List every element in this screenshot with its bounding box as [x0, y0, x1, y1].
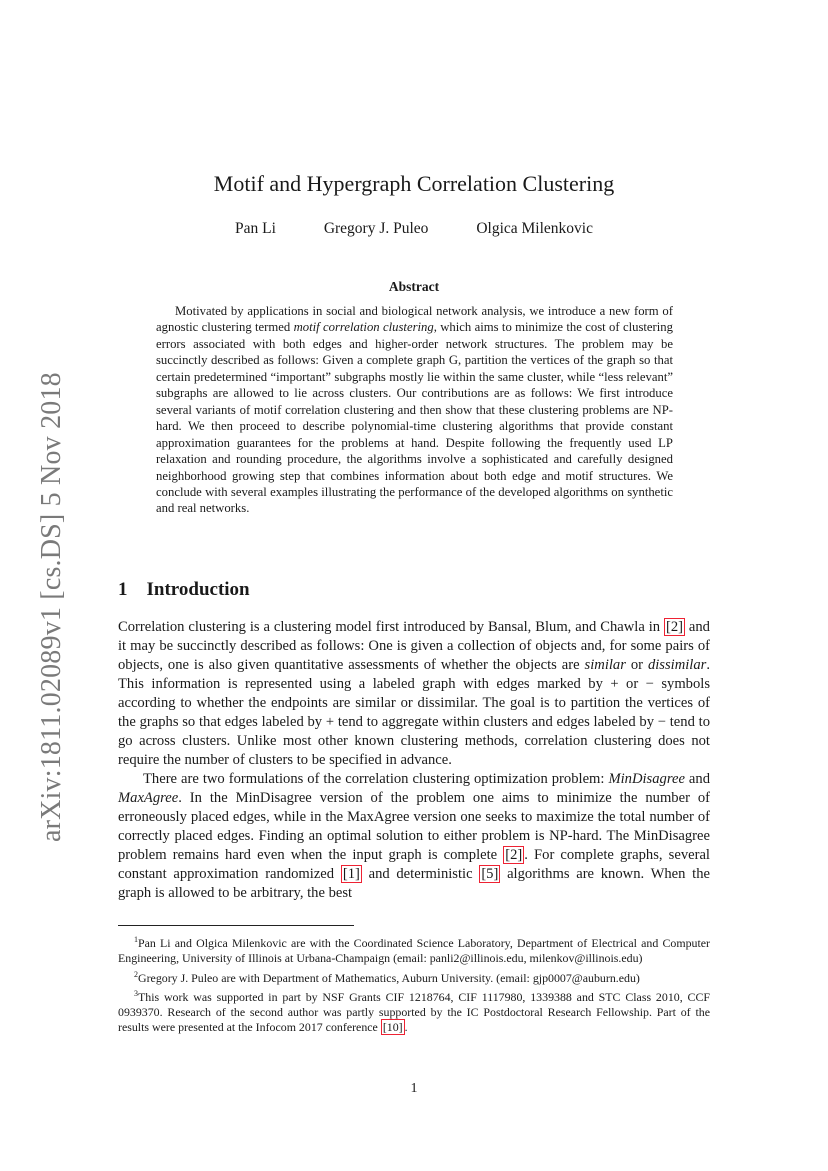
footnote-divider: [118, 925, 354, 926]
footnotes: [118, 932, 710, 1036]
paper-title: Motif and Hypergraph Correlation Clustering: [213, 171, 615, 196]
arxiv-identifier: arXiv:1811.02089v1 [cs.DS] 5 Nov 2018: [36, 372, 67, 842]
citation-link[interactable]: [1]: [342, 866, 360, 882]
citation-link[interactable]: [2]: [505, 847, 523, 863]
body-text: [118, 618, 710, 903]
abstract-heading: Abstract: [388, 279, 440, 294]
section-title: Introduction: [146, 579, 250, 600]
citation-link[interactable]: [10]: [382, 1020, 403, 1035]
section-number: 1: [118, 579, 128, 600]
author-name: Gregory J. Puleo: [323, 220, 429, 237]
author-name: Pan Li: [235, 220, 276, 237]
footnote: $^2$Gregory J. Puleo are with Department of Mathematics, Auburn University. (email: gjp0007@auburn.edu): [134, 969, 640, 985]
abstract-emphasis: motif correlation clustering: [293, 320, 434, 335]
citation-link[interactable]: [5]: [481, 866, 499, 882]
author-list: [0, 220, 828, 238]
footnote: $^3$This work was supported in part by NSF Grants CIF 1218764, CIF 1117980, 1339388 and STC Class 2010, CCF 0939370. Research of the second author was partly supported by the IC Postdoctoral Research Fellowship. Part of the results were presented at the Infocom 2017 conference [10] .: [118, 988, 710, 1035]
footnote: $^1$Pan Li and Olgica Milenkovic are with the Coordinated Science Laboratory, Department of Electrical and Computer Engineering, University of Illinois at Urbana-Champaign (email: panli2@illinois.edu, milenkov@illinois.edu): [118, 935, 710, 966]
paragraph: Correlation clustering is a clustering model first introduced by Bansal, Blum, and Chawla in [2] and it may be succinctly described as follows: One is given a collection of objects and, for some pairs of objects, one is also given quantitative assessments of whether the objects are similar or dissimilar. This information is represented using a labeled graph with edges marked by + or − symbols according to whether the endpoints are similar or dissimilar. The goal is to partition the vertices of the graphs so that edges labeled by + tend to aggregate within clusters and edges labeled by − tend to go across clusters. Unlike most other known clustering methods, correlation clustering does not require the number of clusters to be specified in advance.: [118, 619, 710, 768]
paragraph: There are two formulations of the correlation clustering optimization problem: MinDisagree and MaxAgree. In the MinDisagree version of the problem one aims to minimize the number of erroneously placed edges, while in the MaxAgree version one seeks to maximize the total number of correctly placed edges. Finding an optimal solution to either problem is NP-hard. The MinDisagree problem remains hard even when the input graph is complete [2] . For complete graphs, several constant approximation randomized [1] and deterministic [5] algorithms are known. When the graph is allowed to be arbitrary, the best: [118, 771, 711, 901]
abstract-text: Motivated by applications in social and biological network analysis, we introduce a new form of agnostic clustering termed motif correlation clustering, which aims to minimize the cost of clustering errors associated with both edges and higher-order network structures. The problem may be succinctly described as follows: Given a complete graph G, partition the vertices of the graph so that certain predetermined “important” subgraphs mostly lie within the same cluster, while “less relevant” subgraphs are allowed to lie across clusters. Our contributions are as follows: We first introduce several variants of motif correlation clustering and then show that these clustering problems are NP-hard. We then proceed to describe polynomial-time clustering algorithms that provide constant approximation guarantees for the problems at hand. Despite following the frequently used LP relaxation and rounding procedure, the algorithms involve a sophisticated and carefully designed neighborhood growing step that combines information about both edge and motif structures. We conclude with several examples illustrating the performance of the developed algorithms on synthetic and real networks.: [156, 304, 673, 516]
page-number: 1: [410, 1081, 418, 1096]
citation-link[interactable]: [2]: [665, 619, 683, 635]
author-name: Olgica Milenkovic: [476, 220, 593, 237]
section-heading: [118, 579, 250, 601]
